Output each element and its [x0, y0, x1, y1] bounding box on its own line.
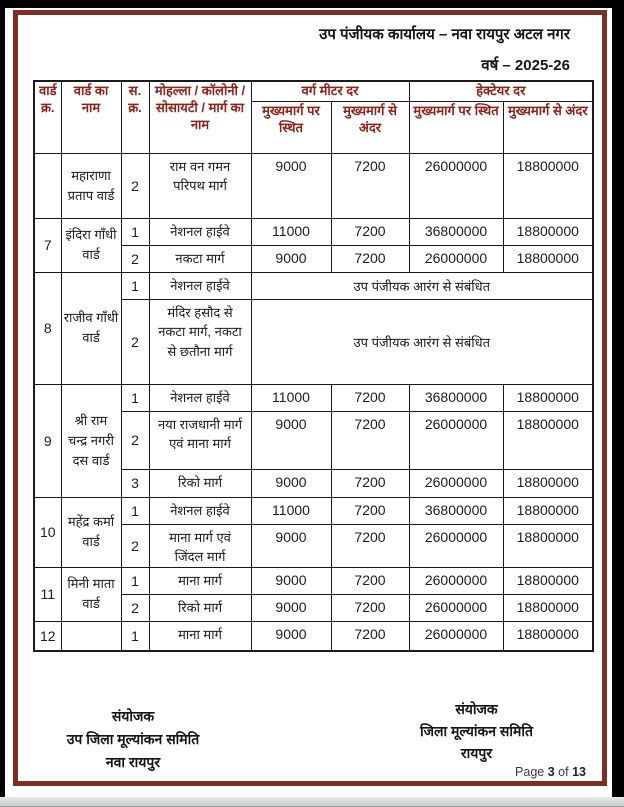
ha-inside-cell: 18800000 — [503, 218, 593, 245]
ha-on-main-cell: 26000000 — [409, 621, 503, 651]
header-row-groups — [34, 81, 593, 101]
ha-inside-cell: 18800000 — [503, 469, 593, 497]
signatory-committee: उप जिला मूल्यांकन समिति — [66, 731, 200, 747]
ward-name-cell: राजीव गाँधी वार्ड — [61, 272, 121, 384]
ha-on-main-cell: 26000000 — [409, 469, 503, 497]
ward-name-cell: महाराणा प्रताप वार्ड — [61, 153, 121, 218]
col-group-sqm-rate: वर्ग मीटर दर — [251, 81, 409, 101]
sqm-on-main-cell: 11000 — [251, 497, 331, 524]
sqm-on-main-cell: 9000 — [251, 567, 331, 594]
sqm-inside-cell: 7200 — [331, 245, 409, 272]
ha-inside-cell: 18800000 — [503, 524, 593, 567]
ward-no-cell: 10 — [34, 497, 61, 567]
col-header-serial-no: स. क्र. — [121, 81, 149, 153]
ha-inside-cell: 18800000 — [503, 384, 593, 411]
col-header-sqm-on-main-road: मुख्यमार्ग पर स्थित — [251, 101, 331, 153]
locality-cell: रिको मार्ग — [149, 594, 251, 621]
window-bottom-edge — [0, 797, 624, 807]
ward-name-cell: महेंद्र कर्मा वार्ड — [61, 497, 121, 567]
ha-on-main-cell: 26000000 — [409, 153, 503, 218]
signatory-title: संयोजक — [455, 701, 498, 717]
table-row — [34, 272, 593, 299]
sqm-inside-cell: 7200 — [331, 411, 409, 469]
page-word: Page — [515, 765, 545, 779]
serial-no-cell: 2 — [121, 594, 149, 621]
ward-name-cell: इंदिरा गाँधी वार्ड — [61, 218, 121, 272]
ha-on-main-cell: 26000000 — [409, 245, 503, 272]
table-row — [34, 497, 593, 524]
serial-no-cell: 1 — [121, 272, 149, 299]
page-indicator — [515, 765, 586, 779]
table-row — [34, 218, 593, 245]
locality-cell: रिको मार्ग — [149, 469, 251, 497]
sqm-inside-cell: 7200 — [331, 218, 409, 245]
ward-no-cell: 12 — [34, 621, 61, 651]
sqm-on-main-cell: 9000 — [251, 594, 331, 621]
col-header-locality: मोहल्ला / कॉलोनी / सोसायटी / मार्ग का नाम — [149, 81, 251, 153]
ha-inside-cell: 18800000 — [503, 567, 593, 594]
serial-no-cell: 2 — [121, 411, 149, 469]
sqm-on-main-cell: 9000 — [251, 411, 331, 469]
sqm-inside-cell: 7200 — [331, 497, 409, 524]
year-label: वर्ष – 2025-26 — [481, 57, 570, 74]
sqm-on-main-cell: 9000 — [251, 621, 331, 651]
table-row — [34, 153, 593, 218]
sqm-inside-cell: 7200 — [331, 524, 409, 567]
sqm-on-main-cell: 9000 — [251, 245, 331, 272]
ward-name-cell: मिनी माता वार्ड — [61, 567, 121, 621]
locality-cell: माना मार्ग — [149, 621, 251, 651]
ward-no-cell: 9 — [34, 384, 61, 497]
document-page — [5, 8, 612, 797]
ward-no-cell — [34, 153, 61, 218]
page-current: 3 — [547, 765, 555, 779]
col-header-ha-on-main-road: मुख्यमार्ग पर स्थित — [409, 101, 503, 153]
locality-cell: माना मार्ग — [149, 567, 251, 594]
table-row — [34, 621, 593, 651]
col-group-hectare-rate: हेक्टेयर दर — [409, 81, 593, 101]
serial-no-cell: 1 — [121, 497, 149, 524]
sqm-inside-cell: 7200 — [331, 469, 409, 497]
ha-on-main-cell: 26000000 — [409, 567, 503, 594]
col-header-ward-name: वार्ड का नाम — [61, 81, 121, 153]
rate-table — [33, 80, 594, 652]
registrar-note-cell: उप पंजीयक आरंग से संबंधित — [251, 272, 593, 299]
sqm-on-main-cell: 11000 — [251, 384, 331, 411]
serial-no-cell: 2 — [121, 245, 149, 272]
ha-inside-cell: 18800000 — [503, 594, 593, 621]
sqm-on-main-cell: 11000 — [251, 218, 331, 245]
ha-inside-cell: 18800000 — [503, 153, 593, 218]
signatory-place: रायपुर — [460, 745, 493, 761]
sqm-on-main-cell: 9000 — [251, 524, 331, 567]
ward-no-cell: 8 — [34, 272, 61, 384]
col-header-sqm-inside: मुख्यमार्ग से अंदर — [331, 101, 409, 153]
locality-cell: माना मार्ग एवं जिंदल मार्ग — [149, 524, 251, 567]
col-header-ward-no: वार्ड क्र. — [34, 81, 61, 153]
ward-no-cell: 7 — [34, 218, 61, 272]
serial-no-cell: 1 — [121, 384, 149, 411]
table-row — [34, 384, 593, 411]
sqm-on-main-cell: 9000 — [251, 469, 331, 497]
ha-on-main-cell: 36800000 — [409, 497, 503, 524]
ha-on-main-cell: 26000000 — [409, 524, 503, 567]
ha-inside-cell: 18800000 — [503, 497, 593, 524]
ward-name-cell — [61, 621, 121, 651]
signatory-block-left — [43, 705, 223, 774]
page-total: 13 — [572, 765, 586, 779]
ward-name-cell: श्री राम चन्द्र नगरी दस वार्ड — [61, 384, 121, 497]
office-title: उप पंजीयक कार्यालय – नवा रायपुर अटल नगर — [319, 26, 570, 43]
ha-on-main-cell: 36800000 — [409, 218, 503, 245]
serial-no-cell: 1 — [121, 218, 149, 245]
serial-no-cell: 2 — [121, 524, 149, 567]
serial-no-cell: 2 — [121, 153, 149, 218]
of-word: of — [558, 765, 569, 779]
ha-on-main-cell: 26000000 — [409, 411, 503, 469]
sqm-inside-cell: 7200 — [331, 567, 409, 594]
locality-cell: नेशनल हाईवे — [149, 497, 251, 524]
sqm-on-main-cell: 9000 — [251, 153, 331, 218]
sqm-inside-cell: 7200 — [331, 384, 409, 411]
locality-cell: राम वन गमन परिपथ मार्ग — [149, 153, 251, 218]
ha-inside-cell: 18800000 — [503, 411, 593, 469]
signatory-place: नवा रायपुर — [105, 754, 161, 770]
registrar-note-cell: उप पंजीयक आरंग से संबंधित — [251, 299, 593, 384]
sqm-inside-cell: 7200 — [331, 621, 409, 651]
sqm-inside-cell: 7200 — [331, 594, 409, 621]
ha-on-main-cell: 26000000 — [409, 594, 503, 621]
col-header-ha-inside: मुख्यमार्ग से अंदर — [503, 101, 593, 153]
serial-no-cell: 3 — [121, 469, 149, 497]
serial-no-cell: 2 — [121, 299, 149, 384]
ward-no-cell: 11 — [34, 567, 61, 621]
locality-cell: नेशनल हाईवे — [149, 272, 251, 299]
locality-cell: नेशनल हाईवे — [149, 384, 251, 411]
locality-cell: नकटा मार्ग — [149, 245, 251, 272]
locality-cell: मंदिर हसौद से नकटा मार्ग, नकटा से छतौना मार्ग — [149, 299, 251, 384]
serial-no-cell: 1 — [121, 621, 149, 651]
locality-cell: नया राजधानी मार्ग एवं माना मार्ग — [149, 411, 251, 469]
ha-on-main-cell: 36800000 — [409, 384, 503, 411]
signatory-committee: जिला मूल्यांकन समिति — [419, 723, 534, 739]
sqm-inside-cell: 7200 — [331, 153, 409, 218]
table-row — [34, 567, 593, 594]
ha-inside-cell: 18800000 — [503, 621, 593, 651]
locality-cell: नेशनल हाईवे — [149, 218, 251, 245]
ha-inside-cell: 18800000 — [503, 245, 593, 272]
signatory-block-right — [389, 698, 564, 764]
signatory-title: संयोजक — [111, 708, 155, 724]
serial-no-cell: 1 — [121, 567, 149, 594]
